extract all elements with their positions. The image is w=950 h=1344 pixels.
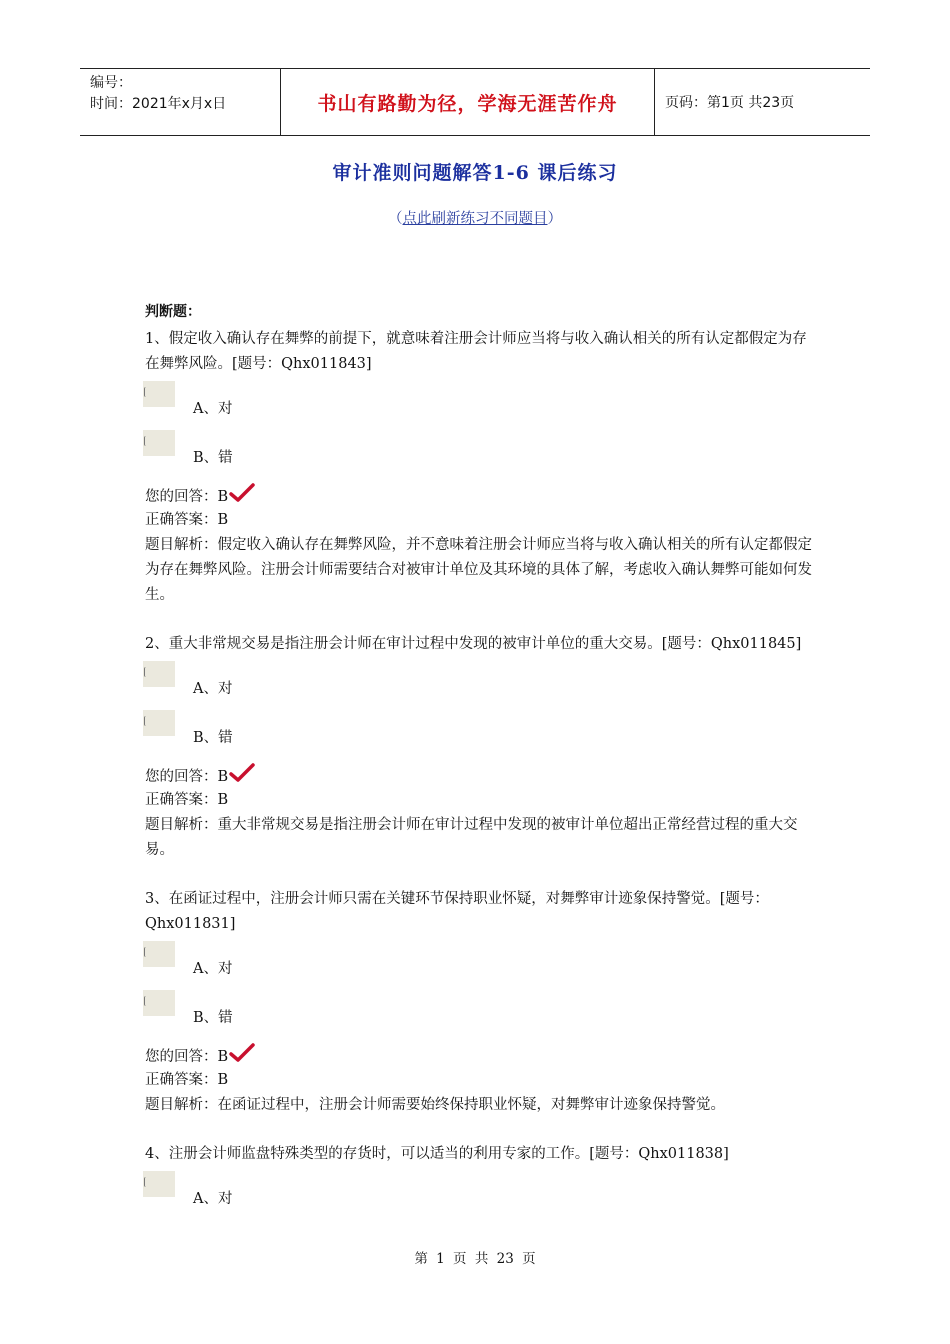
page-title: 审计准则问题解答1-6 课后练习 — [332, 162, 618, 184]
question-1 — [145, 327, 815, 608]
question-text: 1、假定收入确认存在舞弊的前提下，就意味着注册会计师应当将与收入确认相关的所有认定都假定为存在舞弊风险。[题号：Qhx011843] — [145, 331, 807, 372]
your-answer-text: 您的回答：B — [145, 489, 229, 505]
radio-option-a[interactable] — [143, 381, 175, 407]
refresh-close-paren: ） — [547, 211, 562, 227]
option-b-label: B、错 — [193, 730, 233, 746]
option-a-label: A、对 — [193, 961, 233, 977]
question-3 — [145, 887, 815, 1118]
radio-option-b[interactable] — [143, 990, 175, 1016]
header-meta — [80, 69, 281, 135]
correct-answer: 正确答案：B — [145, 792, 229, 808]
page-header — [80, 68, 870, 136]
option-a-label: A、对 — [193, 401, 233, 417]
radio-option-b[interactable] — [143, 710, 175, 736]
correct-answer: 正确答案：B — [145, 512, 229, 528]
option-a[interactable] — [145, 937, 815, 986]
refresh-open-paren: （ — [388, 211, 403, 227]
option-a[interactable] — [145, 377, 815, 426]
header-motto: 书山有路勤为径，学海无涯苦作舟 — [281, 69, 655, 135]
option-a-label: A、对 — [193, 1191, 233, 1207]
check-mark-icon — [229, 483, 255, 503]
option-b-label: B、错 — [193, 1010, 233, 1026]
radio-option-a[interactable] — [143, 661, 175, 687]
option-a[interactable] — [145, 657, 815, 706]
option-a-label: A、对 — [193, 681, 233, 697]
option-b[interactable] — [145, 706, 815, 755]
analysis-text: 题目解析：在函证过程中，注册会计师需要始终保持职业怀疑，对舞弊审计迹象保持警觉。 — [145, 1097, 725, 1113]
question-text: 4、注册会计师监盘特殊类型的存货时，可以适当的利用专家的工作。[题号：Qhx011838] — [145, 1146, 729, 1162]
option-a[interactable] — [145, 1167, 815, 1216]
your-answer — [145, 763, 815, 788]
analysis-text: 题目解析：假定收入确认存在舞弊风险，并不意味着注册会计师应当将与收入确认相关的所有认定都假定为存在舞弊风险。注册会计师需要结合对被审计单位及其环境的具体了解，考虑收入确认舞弊可能如何发生。 — [145, 537, 812, 603]
option-b[interactable] — [145, 426, 815, 475]
radio-option-a[interactable] — [143, 1171, 175, 1197]
question-text: 2、重大非常规交易是指注册会计师在审计过程中发现的被审计单位的重大交易。[题号：Qhx011845] — [145, 636, 802, 652]
refresh-link[interactable]: 点此刷新练习不同题目 — [402, 211, 548, 227]
check-mark-icon — [229, 1043, 255, 1063]
your-answer-text: 您的回答：B — [145, 1049, 229, 1065]
your-answer — [145, 1043, 815, 1068]
correct-answer: 正确答案：B — [145, 1072, 229, 1088]
time-label: 时间：2021年x月x日 — [90, 96, 227, 112]
question-2 — [145, 632, 815, 863]
option-b-label: B、错 — [193, 450, 233, 466]
option-b[interactable] — [145, 986, 815, 1035]
refresh-line — [0, 207, 950, 228]
your-answer — [145, 483, 815, 508]
analysis-text: 题目解析：重大非常规交易是指注册会计师在审计过程中发现的被审计单位超出正常经营过程的重大交易。 — [145, 817, 798, 858]
check-mark-icon — [229, 763, 255, 783]
header-page-info: 页码：第1页 共23页 — [665, 95, 795, 111]
question-4 — [145, 1142, 815, 1216]
section-title: 判断题： — [145, 304, 201, 320]
page-footer: 第 1 页 共 23 页 — [414, 1251, 536, 1267]
number-label: 编号： — [90, 75, 132, 91]
your-answer-text: 您的回答：B — [145, 769, 229, 785]
radio-option-b[interactable] — [143, 430, 175, 456]
question-text: 3、在函证过程中，注册会计师只需在关键环节保持职业怀疑，对舞弊审计迹象保持警觉。[题号：Qhx011831] — [145, 891, 769, 932]
exercise-content — [145, 300, 815, 1240]
radio-option-a[interactable] — [143, 941, 175, 967]
